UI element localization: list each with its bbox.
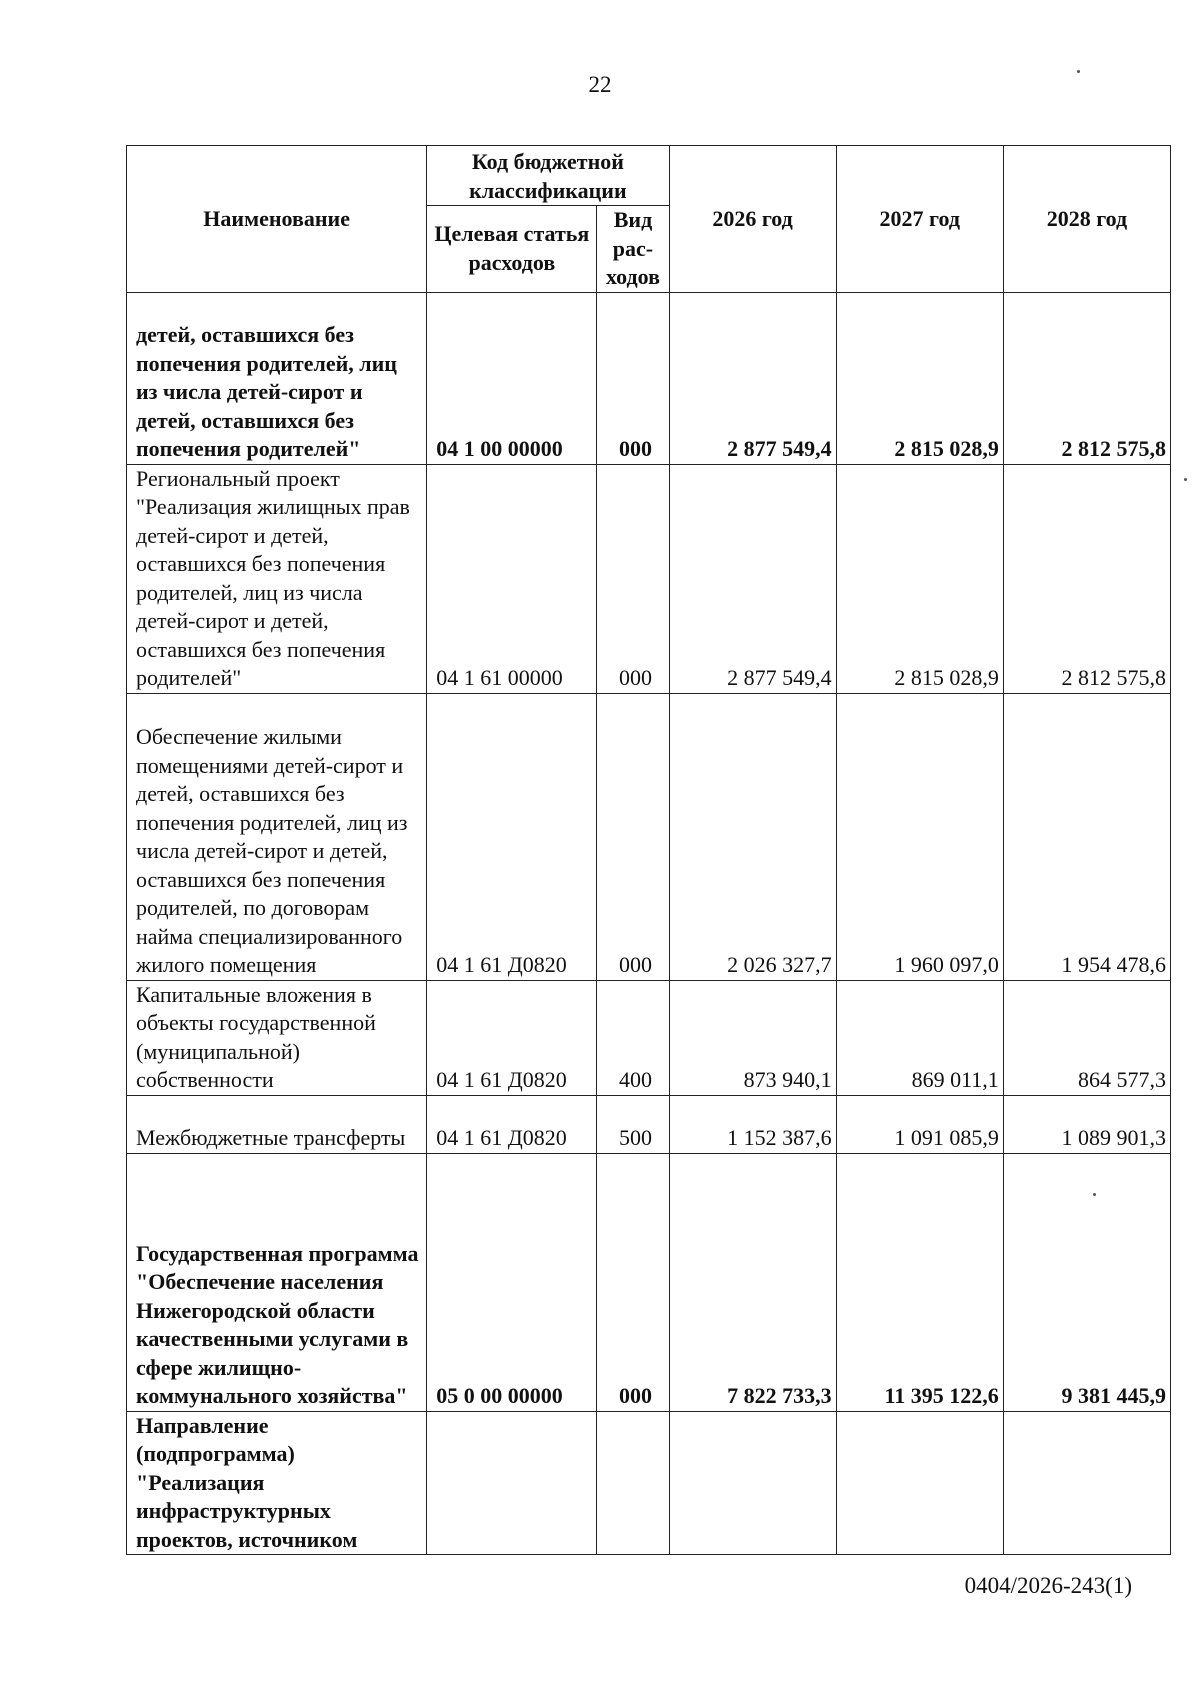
row-name: детей, оставшихся без попечения родителей, лиц из числа детей-сирот и детей, оставшихся без попечения родителей" xyxy=(127,292,427,464)
table-row xyxy=(127,1095,1171,1153)
row-name: Обеспечение жилыми помещениями детей-сирот и детей, оставшихся без попечения родителей, лиц из числа детей-сирот и детей, оставшихся без попечения родителей, по договорам найма специализированного жилого помещения xyxy=(127,693,427,980)
header-code-group: Код бюджетной классификации xyxy=(427,146,669,206)
budget-table xyxy=(126,145,1171,1555)
document-number: 0404/2026-243(1) xyxy=(964,1573,1132,1598)
row-code: 04 1 61 Д0820 xyxy=(427,1095,597,1153)
row-2027: 11 395 122,6 xyxy=(836,1153,1003,1411)
row-code xyxy=(427,1411,597,1555)
row-name: Межбюджетные трансферты xyxy=(127,1095,427,1153)
row-2028: 864 577,3 xyxy=(1003,980,1170,1095)
row-vid: 000 xyxy=(597,693,669,980)
header-expense-type: Вид рас-ходов xyxy=(597,206,669,293)
row-2027: 869 011,1 xyxy=(836,980,1003,1095)
row-vid xyxy=(597,1411,669,1555)
row-2027 xyxy=(836,1411,1003,1555)
row-vid: 000 xyxy=(597,1153,669,1411)
page-number: 22 xyxy=(588,72,612,97)
row-2027: 2 815 028,9 xyxy=(836,292,1003,464)
header-2026: 2026 год xyxy=(669,146,836,293)
header-name: Наименование xyxy=(127,146,427,293)
row-2026: 1 152 387,6 xyxy=(669,1095,836,1153)
row-code: 04 1 61 Д0820 xyxy=(427,980,597,1095)
header-2028: 2028 год xyxy=(1003,146,1170,293)
row-2028: 2 812 575,8 xyxy=(1003,464,1170,693)
row-name: Капитальные вложения в объекты государственной (муниципальной) собственности xyxy=(127,980,427,1095)
row-code: 04 1 00 00000 xyxy=(427,292,597,464)
row-code: 05 0 00 00000 xyxy=(427,1153,597,1411)
row-2028 xyxy=(1003,1411,1170,1555)
row-2026: 2 877 549,4 xyxy=(669,464,836,693)
header-target-article: Целевая статья расходов xyxy=(427,206,597,293)
row-2028: 9 381 445,9 xyxy=(1003,1153,1170,1411)
row-code: 04 1 61 Д0820 xyxy=(427,693,597,980)
row-2028: 1 954 478,6 xyxy=(1003,693,1170,980)
row-2027: 1 091 085,9 xyxy=(836,1095,1003,1153)
row-name: Государственная программа "Обеспечение населения Нижегородской области качественными услугами в сфере жилищно-коммунального хозяйства" xyxy=(127,1153,427,1411)
table-row xyxy=(127,693,1171,980)
row-vid: 500 xyxy=(597,1095,669,1153)
scan-speck xyxy=(1077,70,1080,73)
row-2028: 2 812 575,8 xyxy=(1003,292,1170,464)
row-2027: 2 815 028,9 xyxy=(836,464,1003,693)
row-vid: 000 xyxy=(597,464,669,693)
table-row xyxy=(127,980,1171,1095)
table-row xyxy=(127,1153,1171,1411)
table-row xyxy=(127,464,1171,693)
row-2026: 873 940,1 xyxy=(669,980,836,1095)
row-2028: 1 089 901,3 xyxy=(1003,1095,1170,1153)
table-row xyxy=(127,292,1171,464)
row-name: Региональный проект "Реализация жилищных прав детей-сирот и детей, оставшихся без попечения родителей, лиц из числа детей-сирот и детей, оставшихся без попечения родителей" xyxy=(127,464,427,693)
row-name: Направление (подпрограмма) "Реализация инфраструктурных проектов, источником xyxy=(127,1411,427,1555)
row-2026: 7 822 733,3 xyxy=(669,1153,836,1411)
row-2027: 1 960 097,0 xyxy=(836,693,1003,980)
row-vid: 400 xyxy=(597,980,669,1095)
row-2026: 2 026 327,7 xyxy=(669,693,836,980)
table-row xyxy=(127,1411,1171,1555)
row-code: 04 1 61 00000 xyxy=(427,464,597,693)
row-vid: 000 xyxy=(597,292,669,464)
row-2026: 2 877 549,4 xyxy=(669,292,836,464)
table-header xyxy=(127,146,1171,293)
row-2026 xyxy=(669,1411,836,1555)
header-2027: 2027 год xyxy=(836,146,1003,293)
scan-speck xyxy=(1184,478,1187,481)
scan-speck xyxy=(1093,1193,1096,1196)
